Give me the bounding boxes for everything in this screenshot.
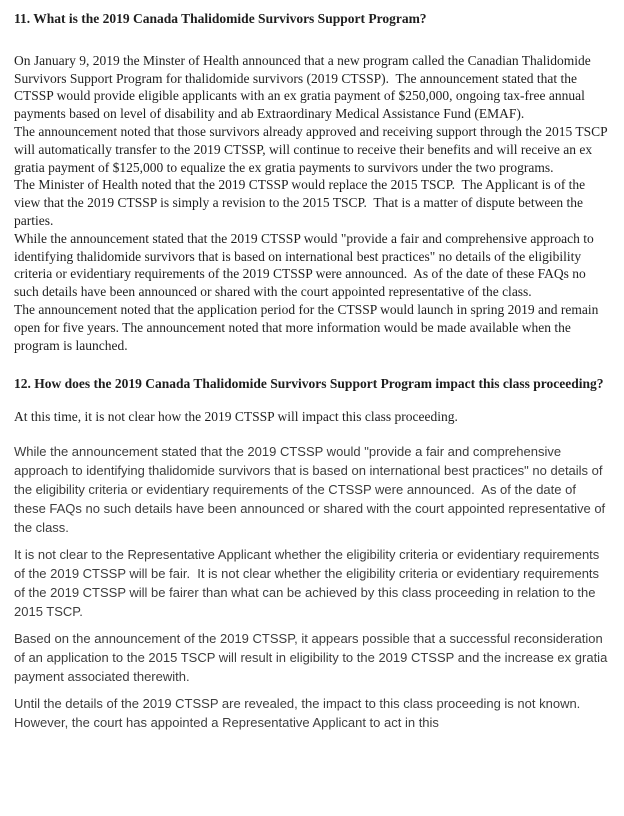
paragraph: The announcement noted that the application period for the CTSSP would launch in spring 2019 and remain open for five years. The announcement noted that more information would be made available when the program is launched. (14, 301, 602, 353)
paragraph: Until the details of the 2019 CTSSP are revealed, the impact to this class proceeding is not known. However, the court has appointed a Representative Applicant to act in this (14, 695, 588, 730)
question-12-heading: 12. How does the 2019 Canada Thalidomide Survivors Support Program impact this class proceeding? (14, 376, 604, 392)
paragraph: The announcement noted that those survivors already approved and receiving support through the 2015 TSCP will automatically transfer to the 2019 CTSSP, will continue to receive their benefits and will receive an ex gratia payment of $125,000 to equalize the ex gratia payments to survivors under the two programs. (14, 123, 611, 175)
faq-document (14, 10, 611, 816)
paragraph: It is not clear to the Representative Applicant whether the eligibility criteria or evidentiary requirements of the 2019 CTSSP will be fair. It is not clear whether the eligibility criteria or evidentiary requirements of the 2019 CTSSP will be fairer than what can be achieved by this class proceeding in relation to the 2015 TSCP. (14, 546, 603, 619)
question-12-intro: At this time, it is not clear how the 2019 CTSSP will impact this class proceeding. (14, 409, 458, 425)
paragraph: The Minister of Health noted that the 2019 CTSSP would replace the 2015 TSCP. The Applicant is of the view that the 2019 CTSSP is simply a revision to the 2015 TSCP. That is a matter of dispute between the parties. (14, 177, 589, 228)
paragraph: Based on the announcement of the 2019 CTSSP, it appears possible that a successful reconsideration of an application to the 2015 TSCP will result in eligibility to the 2019 CTSSP and the increase ex gratia payment associated therewith. (14, 630, 611, 684)
paragraph: While the announcement stated that the 2019 CTSSP would "provide a fair and comprehensive approach to identifying thalidomide survivors that is based on international best practices" no details of the eligibility criteria or evidentiary requirements of the CTSSP were announced. As of the date of these FAQs no such details have been announced or shared with the court appointed representative of the class. (14, 443, 609, 535)
question-11-answer (14, 52, 611, 355)
paragraph: On January 9, 2019 the Minster of Health announced that a new program called the Canadian Thalidomide Survivors Support Program for thalidomide survivors (2019 CTSSP). The announcement stated that the CTSSP would provide eligible applicants with an ex gratia payment of $250,000, ongoing tax-free annual payments based on level of disability and ab Extraordinary Medical Assistance Fund (EMAF). (14, 52, 595, 122)
question-11-heading: 11. What is the 2019 Canada Thalidomide Survivors Support Program? (14, 11, 427, 26)
paragraph: While the announcement stated that the 2019 CTSSP would "provide a fair and comprehensive approach to identifying thalidomide survivors that is based on international best practices" no details of the eligibility criteria or evidentiary requirements of the 2019 CTSSP were announced. As of the date of these FAQs no such details have been announced or shared with the court appointed representative of the class. (14, 230, 598, 300)
question-12-answer (14, 442, 611, 732)
